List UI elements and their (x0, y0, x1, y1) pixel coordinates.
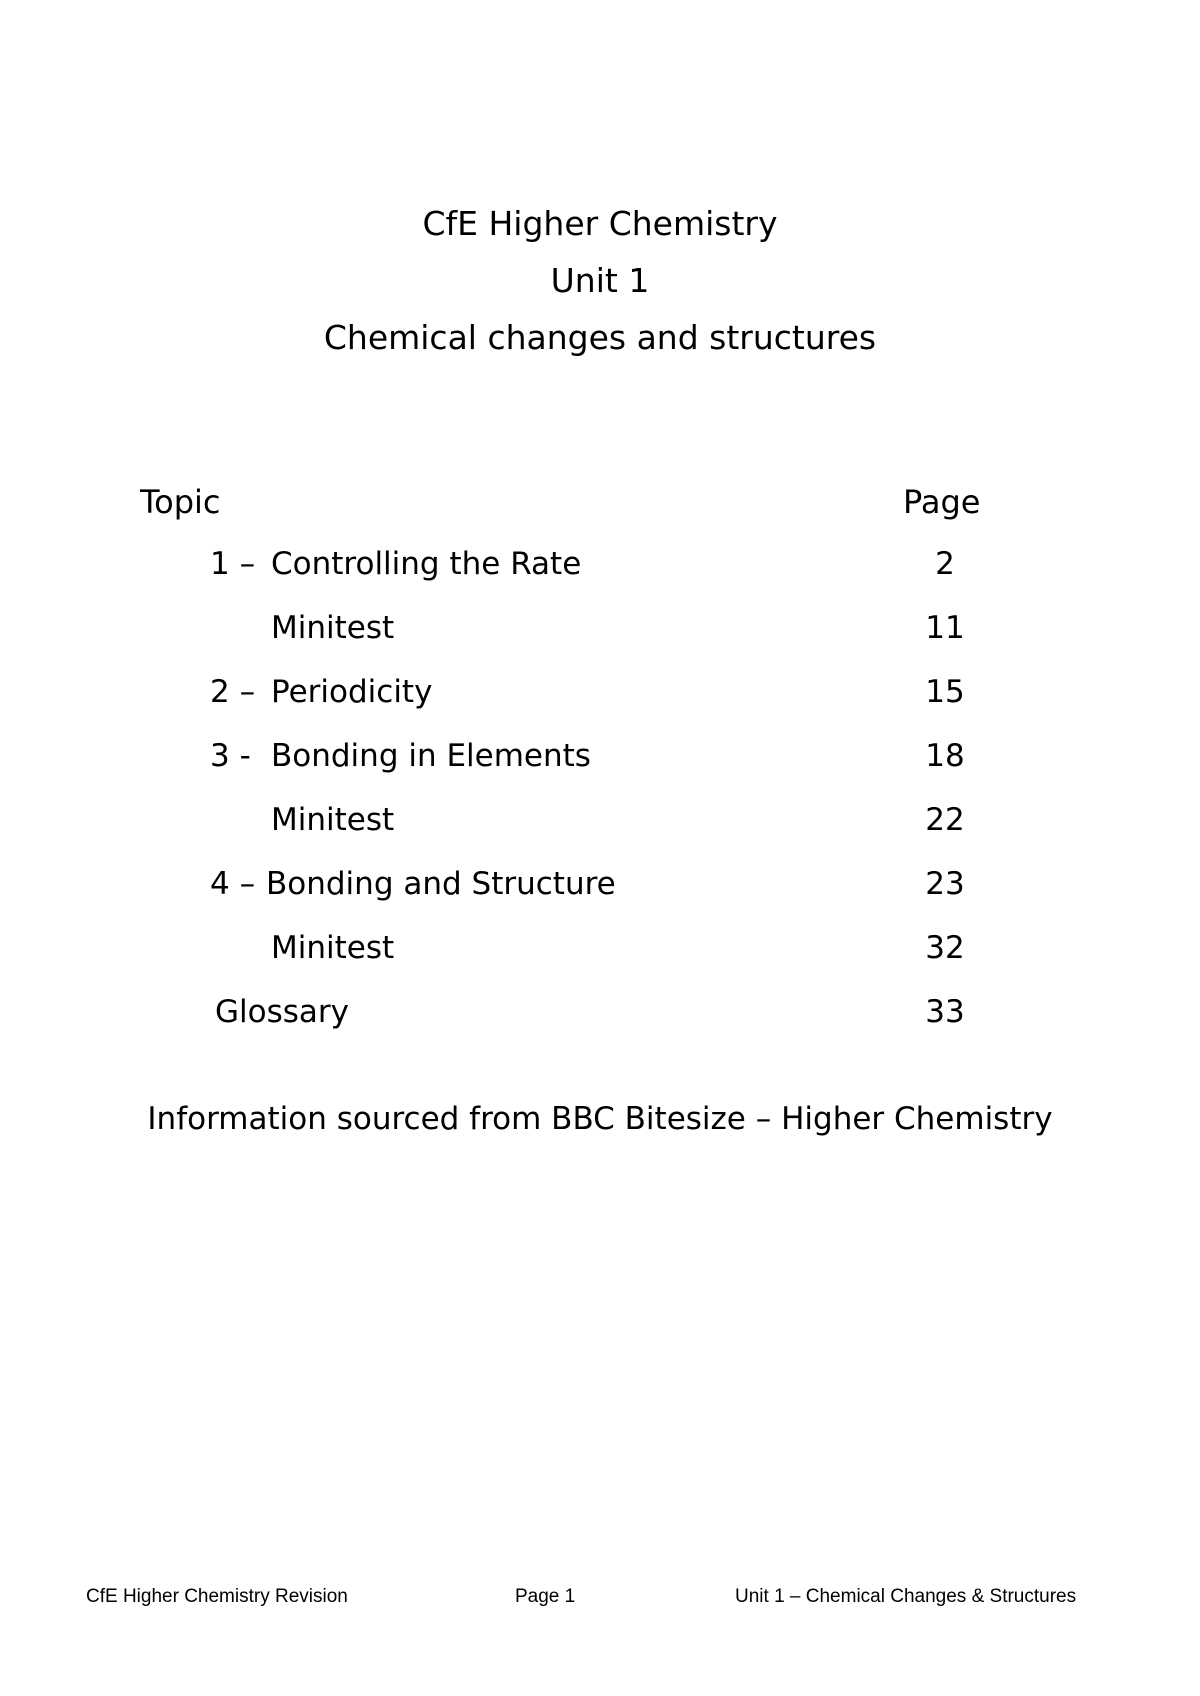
toc-page-number: 22 (925, 802, 965, 838)
toc-topic-label: Minitest (271, 930, 395, 966)
toc-topic-label: Bonding in Elements (271, 738, 591, 774)
toc-page-number: 2 (935, 546, 955, 582)
toc-topic-number: 1 – (210, 546, 256, 582)
footer-page-number: Page 1 (515, 1586, 576, 1607)
unit-title: Chemical changes and structures (323, 318, 877, 357)
toc-topic-label: Periodicity (271, 674, 433, 710)
toc-page-number: 23 (925, 866, 965, 902)
toc-row (0, 992, 1200, 1032)
toc-page-number: 15 (925, 674, 965, 710)
toc-topic-header: Topic (140, 483, 221, 521)
toc-topic-number: 4 – (210, 866, 256, 902)
footer-document-name: CfE Higher Chemistry Revision (86, 1586, 348, 1607)
toc-page-number: 18 (925, 738, 965, 774)
toc-topic-number: 2 – (210, 674, 256, 710)
toc-row (0, 864, 1200, 904)
toc-topic-label: Glossary (215, 994, 349, 1030)
toc-page-number: 33 (925, 994, 965, 1030)
toc-page-number: 11 (925, 610, 965, 646)
toc-row (0, 800, 1200, 840)
document-title: CfE Higher Chemistry (422, 204, 778, 243)
unit-number: Unit 1 (550, 261, 650, 300)
toc-row (0, 736, 1200, 776)
toc-topic-label: Controlling the Rate (271, 546, 582, 582)
toc-topic-label: Minitest (271, 610, 395, 646)
toc-row (0, 544, 1200, 584)
toc-topic-label: Minitest (271, 802, 395, 838)
toc-page-header: Page (903, 483, 981, 521)
toc-topic-label: Bonding and Structure (266, 866, 616, 902)
footer-unit-title: Unit 1 – Chemical Changes & Structures (735, 1586, 1077, 1607)
toc-page-number: 32 (925, 930, 965, 966)
toc-topic-number: 3 - (210, 738, 251, 774)
toc-row (0, 928, 1200, 968)
toc-row (0, 608, 1200, 648)
source-note: Information sourced from BBC Bitesize – Higher Chemistry (147, 1101, 1053, 1137)
toc-row (0, 672, 1200, 712)
